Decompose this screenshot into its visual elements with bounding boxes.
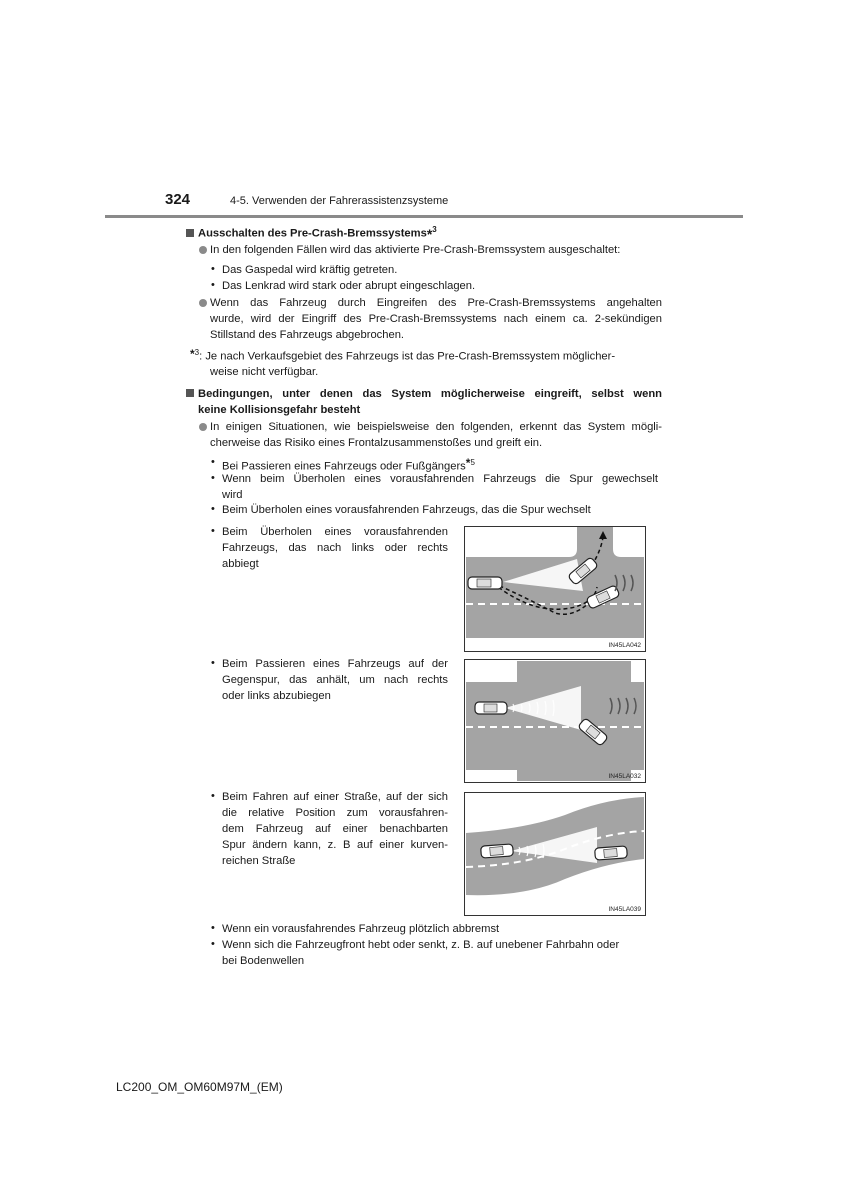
heading-footnote-ref: 3 [432,225,437,234]
circle-bullet-icon [199,423,207,431]
figure-turning-vehicle [464,526,646,652]
figure-oncoming-vehicle [464,659,646,783]
footnote-line: : Je nach Verkaufsgebiet des Fahrzeugs ist das Pre-Crash-Bremssystem möglicher- [199,350,616,363]
list-item [222,524,448,572]
list-item [222,471,658,503]
list-item-line: abbiegt [222,558,259,570]
section2-heading-line: Bedingungen, unter denen das System möglicherweise eingreift, selbst wenn [198,388,662,400]
header-rule [105,215,743,218]
list-item-line: Wenn sich die Fahrzeugfront hebt oder senkt, z. B. auf unebener Fahrbahn oder [222,939,620,951]
circle-bullet-icon [199,246,207,254]
document-code: LC200_OM_OM60M97M_(EM) [116,1080,283,1094]
list-item-line: Spur ändern kann, z. B auf einer kurven- [222,839,448,851]
list-item-text: Bei Passieren eines Fahrzeugs oder Fußgängers [222,460,466,473]
section1-heading [186,222,437,242]
list-item [222,656,448,704]
square-bullet-icon [186,229,194,237]
bullet-icon: • [211,938,215,950]
intro-line: cherweise das Risiko eines Frontalzusammenstoßes und greift ein. [210,437,543,449]
list-item: Beim Überholen eines vorausfahrenden Fahrzeugs, das die Spur wechselt [222,504,591,516]
section2-heading-line: keine Kollisionsgefahr besteht [198,404,361,416]
list-item: Wenn ein vorausfahrendes Fahrzeug plötzlich abbremst [222,923,500,935]
figure-code: IN45LA042 [608,642,641,649]
intro-line: In einigen Situationen, wie beispielsweise den folgenden, erkennt das System mögli- [210,421,662,433]
bullet-icon: • [211,922,215,934]
list-item-line: bei Bodenwellen [222,955,305,967]
illustration [465,527,645,651]
bullet-icon: • [211,790,215,802]
section1-intro: In den folgenden Fällen wird das aktivierte Pre-Crash-Bremssystem ausgeschaltet: [210,244,621,256]
bullet-icon: • [211,525,215,537]
circle-bullet-icon [199,299,207,307]
footnote-star-icon: * [465,455,471,470]
list-item: Das Gaspedal wird kräftig getreten. [222,264,398,276]
bullet-icon: • [211,279,215,291]
list-item-line: Beim Überholen eines vorausfahrenden [222,526,448,538]
list-item-line: Wenn beim Überholen eines vorausfahrenden Fahrzeugs die Spur gewechselt [222,473,658,485]
footnote-mark: * [190,346,195,361]
section1-paragraph [210,295,662,343]
section2-heading [186,386,662,418]
chapter-title: 4-5. Verwenden der Fahrerassistenzsysteme [230,195,449,207]
list-item-line: reichen Straße [222,855,296,867]
square-bullet-icon [186,389,194,397]
list-item [222,789,448,869]
section1-heading-text: Ausschalten des Pre-Crash-Bremssystems [198,227,427,240]
figure-code: IN45LA039 [608,906,641,913]
footnote-ref: 5 [470,458,475,467]
list-item-line: dem Fahrzeug auf einer benachbarten [222,823,448,835]
list-item-line: Beim Passieren eines Fahrzeugs auf der [222,658,448,670]
list-item-line: Fahrzeugs, das nach links oder rechts [222,542,448,554]
list-item-line: Beim Fahren auf einer Straße, auf der sich [222,791,448,803]
footnote-star-icon: * [426,225,433,242]
illustration [465,793,645,915]
paragraph-line: Wenn das Fahrzeug durch Eingreifen des Pre-Crash-Bremssystems angehalten [210,297,662,309]
illustration [465,660,645,782]
list-item-line: Gegenspur, das anhält, um nach rechts [222,674,448,686]
bullet-icon: • [211,472,215,484]
list-item-line: oder links abzubiegen [222,690,331,702]
footnote-number: 3 [194,348,200,357]
bullet-icon: • [211,456,215,468]
figure-curved-road [464,792,646,916]
figure-code: IN45LA032 [608,773,641,780]
footnote [190,345,662,365]
page-number: 324 [165,191,191,208]
bullet-icon: • [211,263,215,275]
list-item-line: wird [222,489,243,501]
paragraph-line: wurde, wird der Eingriff des Pre-Crash-Bremssystems nach einem ca. 2-sekündigen [210,313,662,325]
bullet-icon: • [211,657,215,669]
list-item: Das Lenkrad wird stark oder abrupt eingeschlagen. [222,280,476,292]
paragraph-line: Stillstand des Fahrzeugs abgebrochen. [210,329,405,341]
list-item-line: die relative Position zum vorausfahren- [222,807,448,819]
section2-intro [210,419,662,451]
list-item [222,937,658,969]
bullet-icon: • [211,503,215,515]
footnote-line: weise nicht verfügbar. [210,366,319,378]
